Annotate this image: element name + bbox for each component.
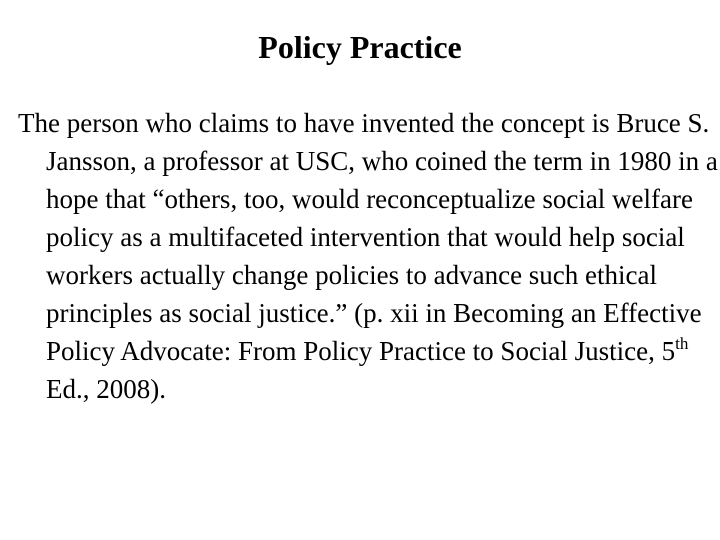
ordinal-superscript: th [675,334,689,353]
slide-title: Policy Practice [258,29,462,65]
body-text-end: Ed., 2008). [46,374,166,404]
body-text-main: The person who claims to have invented the concept is Bruce S. Jansson, a professor at USC, who coined the term in 1980 in a hope that “others, too, would reconceptualize social welfare policy as a multifaceted intervention that would help social workers actually change policies to advance such ethical principles as social justice.” (p. xii in Becoming an Effective Policy Advocate: From Policy Practice to Social Justice, 5 [18,108,718,366]
body-paragraph [18,104,720,408]
